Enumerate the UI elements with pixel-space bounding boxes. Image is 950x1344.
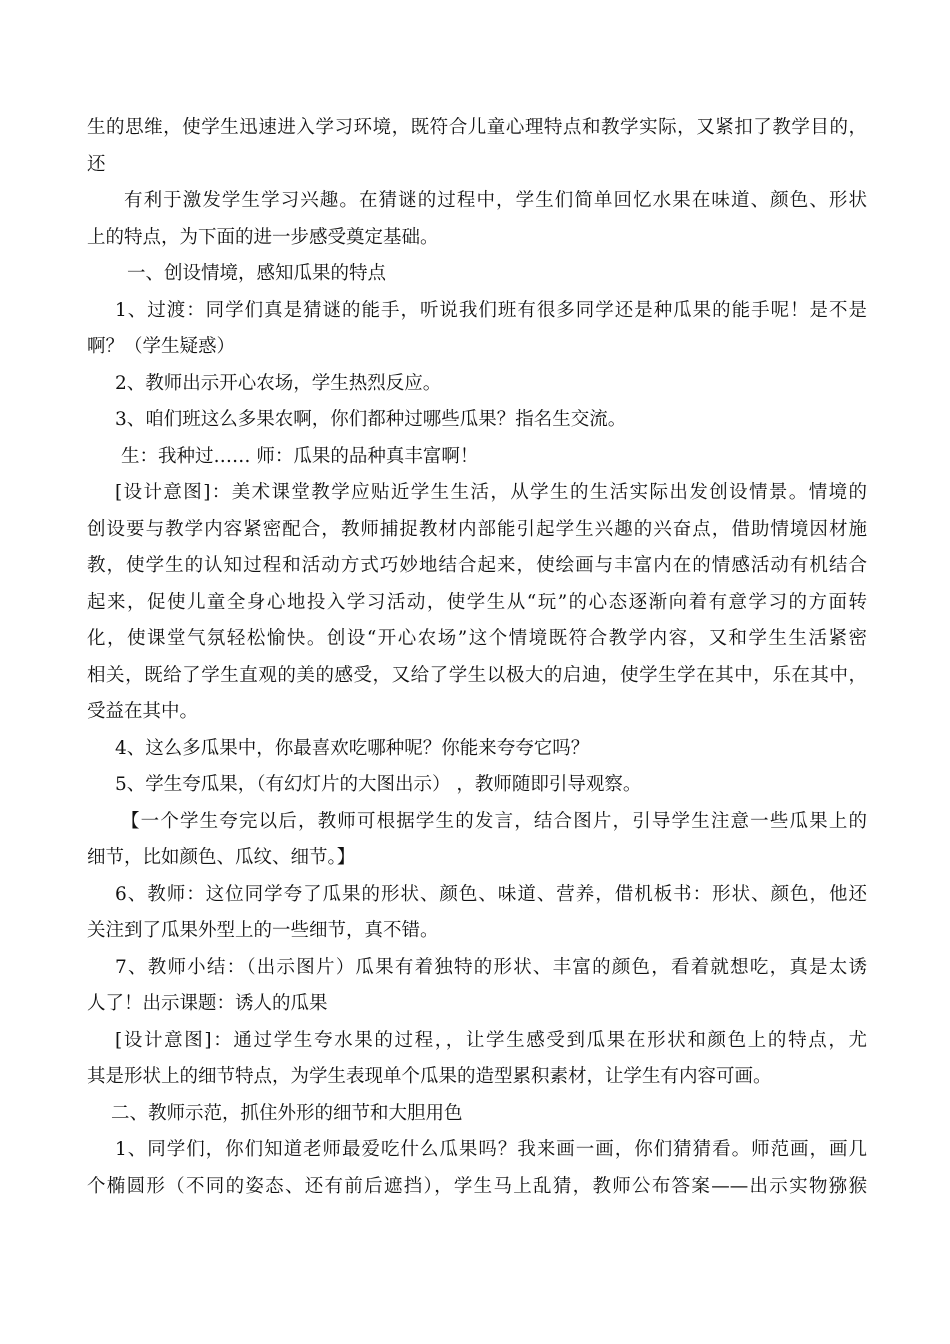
text-line: 生：我种过…… 师：瓜果的品种真丰富啊！ — [121, 445, 479, 467]
text-line: 6、教师：这位同学夸了瓜果的形状、颜色、味道、营养，借机板书：形状、颜色，他还 — [115, 883, 867, 905]
text-line: 4、这么多瓜果中，你最喜欢吃哪种呢？你能来夸夸它吗？ — [115, 737, 590, 759]
document-page — [87, 110, 867, 1205]
text-line: 2、教师出示开心农场，学生热烈反应。 — [115, 372, 442, 394]
text-line: 化，使课堂气氛轻松愉快。创设“开心农场”这个情境既符合教学内容，又和学生生活紧密 — [87, 628, 867, 649]
text-line: 一、创设情境，感知瓜果的特点 — [127, 263, 387, 284]
text-line: 人了！出示课题：诱人的瓜果 — [87, 993, 328, 1014]
text-line: 个椭圆形（不同的姿态、还有前后遮挡），学生马上乱猜，教师公布答案——出示实物猕猴 — [87, 1175, 867, 1197]
text-line: 生的思维，使学生迅速进入学习环境，既符合儿童心理特点和教学实际，又紧扣了教学目的， — [87, 117, 867, 138]
text-line: [设计意图]：美术课堂教学应贴近学生生活，从学生的生活实际出发创设情景。情境的 — [115, 482, 867, 503]
text-line: 相关，既给了学生直观的美的感受，又给了学生以极大的启迪，使学生学在其中，乐在其中， — [87, 664, 867, 686]
text-line: 啊？（学生疑惑） — [87, 336, 236, 357]
text-line: 二、教师示范，抓住外形的细节和大胆用色 — [111, 1102, 463, 1124]
text-line: 还 — [87, 153, 106, 175]
text-line: 上的特点，为下面的进一步感受奠定基础。 — [87, 226, 439, 248]
text-line: 起来，促使儿童全身心地投入学习活动，使学生从“玩”的心态逐渐向着有意学习的方面转 — [87, 591, 867, 613]
text-line: 创设要与教学内容紧密配合，教师捕捉教材内部能引起学生兴趣的兴奋点，借助情境因材施 — [87, 518, 867, 540]
text-line: [设计意图]：通过学生夸水果的过程，，让学生感受到瓜果在形状和颜色上的特点，尤 — [115, 1029, 867, 1051]
text-line: 1、同学们，你们知道老师最爱吃什么瓜果吗？我来画一画，你们猜猜看。师范画，画几 — [115, 1139, 867, 1160]
text-line: 3、咱们班这么多果农啊，你们都种过哪些瓜果？指名生交流。 — [115, 409, 627, 430]
text-line: 受益在其中。 — [87, 701, 199, 722]
text-line: 关注到了瓜果外型上的一些细节，真不错。 — [87, 920, 439, 941]
text-line: 其是形状上的细节特点，为学生表现单个瓜果的造型累积素材，让学生有内容可画。 — [87, 1066, 772, 1087]
text-line: 【一个学生夸完以后，教师可根据学生的发言，结合图片，引导学生注意一些瓜果上的 — [121, 810, 867, 832]
text-line: 教，使学生的认知过程和活动方式巧妙地结合起来，使绘画与丰富内在的情感活动有机结合 — [87, 555, 867, 576]
text-line: 5、学生夸瓜果，（有幻灯片的大图出示） ，教师随即引导观察。 — [115, 774, 642, 795]
text-line: 7、教师小结：（出示图片）瓜果有着独特的形状、丰富的颜色，看着就想吃，真是太诱 — [115, 956, 867, 978]
text-line: 有利于激发学生学习兴趣。在猜谜的过程中，学生们简单回忆水果在味道、颜色、形状 — [124, 190, 867, 211]
text-line: 1、过渡：同学们真是猜谜的能手，听说我们班有很多同学还是种瓜果的能手呢！是不是 — [115, 299, 867, 321]
text-line: 细节，比如颜色、瓜纹、细节。】 — [87, 847, 356, 868]
